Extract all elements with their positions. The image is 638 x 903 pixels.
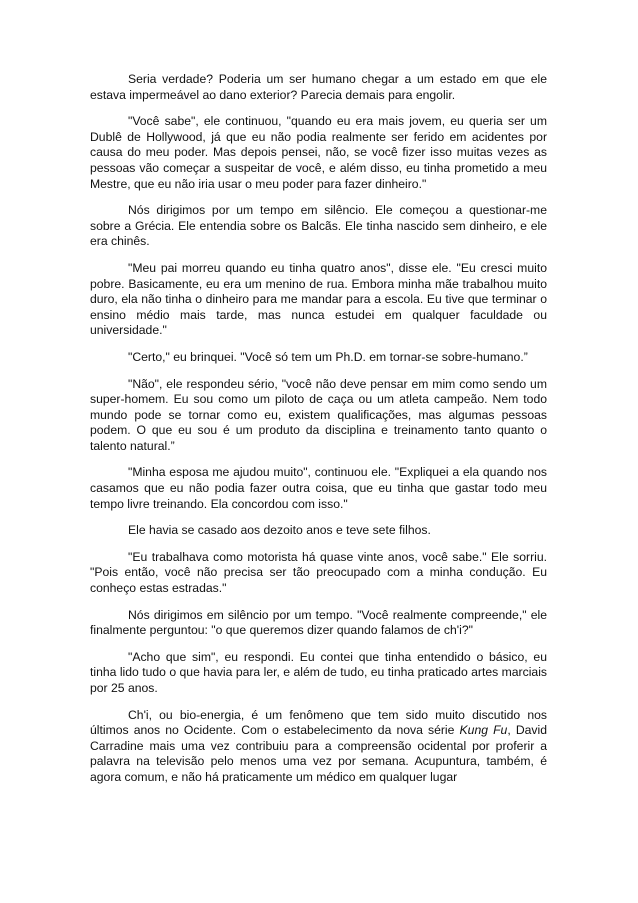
paragraph: Ele havia se casado aos dezoito anos e teve sete filhos. (128, 523, 431, 538)
paragraph: Seria verdade? Poderia um ser humano chegar a um estado em que ele estava impermeável ao dano exterior? Parecia demais para engolir. (90, 72, 547, 102)
document-page (90, 72, 547, 797)
paragraph: "Não", ele respondeu sério, "você não deve pensar em mim como sendo um super-homem. Eu sou como um piloto de caça ou um atleta campeão. Nem todo mundo pode se tornar como eu, existem qualificações, mas algumas pessoas podem. O que eu sou é um produto da disciplina e treinamento tanto quanto o talento natural.” (90, 376, 547, 453)
series-title: Kung Fu (459, 723, 508, 738)
paragraph-last (90, 708, 547, 786)
paragraph: "Minha esposa me ajudou muito", continuou ele. "Expliquei a ela quando nos casamos que eu não podia fazer outra coisa, que eu tinha que gastar todo meu tempo livre treinando. Ela concordou com isso." (90, 465, 547, 511)
paragraph: "Você sabe", ele continuou, "quando eu era mais jovem, eu queria ser um Dublê de Hollywood, já que eu não podia realmente ser ferido em acidentes por causa do meu poder. Mas depois pensei, não, se você fizer isso muitas vezes as pessoas vão começar a suspeitar de você, e além disso, eu tinha prometido a meu Mestre, que eu não iria usar o meu poder para fazer dinheiro." (90, 114, 547, 191)
paragraph: Nós dirigimos por um tempo em silêncio. Ele começou a questionar-me sobre a Grécia. Ele entendia sobre os Balcãs. Ele tinha nascido sem dinheiro, e ele era chinês. (90, 203, 547, 249)
paragraph-text: , David Carradine mais uma vez contribuiu para a compreensão ocidental por proferir a palavra na televisão pelo menos uma vez por semana. Acupuntura, também, é agora comum, e não há praticamente um médico em qualquer lugar (90, 723, 548, 784)
paragraph: Nós dirigimos em silêncio por um tempo. "Você realmente compreende," ele finalmente perguntou: "o que queremos dizer quando falamos de ch'i?" (90, 607, 547, 638)
paragraph: "Meu pai morreu quando eu tinha quatro anos", disse ele. "Eu cresci muito pobre. Basicamente, eu era um menino de rua. Embora minha mãe trabalhou muito duro, ela não tinha o dinheiro para me mandar para a escola. Eu tive que terminar o ensino médio mais tarde, mas nunca estudei em qualquer faculdade ou universidade." (90, 260, 547, 338)
paragraph: "Certo," eu brinquei. "Você só tem um Ph.D. em tornar-se sobre-humano.” (128, 349, 528, 364)
paragraph: "Eu trabalhava como motorista há quase vinte anos, você sabe." Ele sorriu. "Pois então, você não precisa ser tão preocupado com a minha condução. Eu conheço estas estradas." (90, 549, 547, 596)
paragraph-text: Ch'i, ou bio-energia, é um fenômeno que tem sido muito discutido nos últimos anos no Ocidente. Com o estabelecimento da nova série (90, 707, 547, 738)
paragraph: "Acho que sim", eu respondi. Eu contei que tinha entendido o básico, eu tinha lido tudo o que havia para ler, e além de tudo, eu tinha praticado artes marciais por 25 anos. (90, 649, 547, 695)
